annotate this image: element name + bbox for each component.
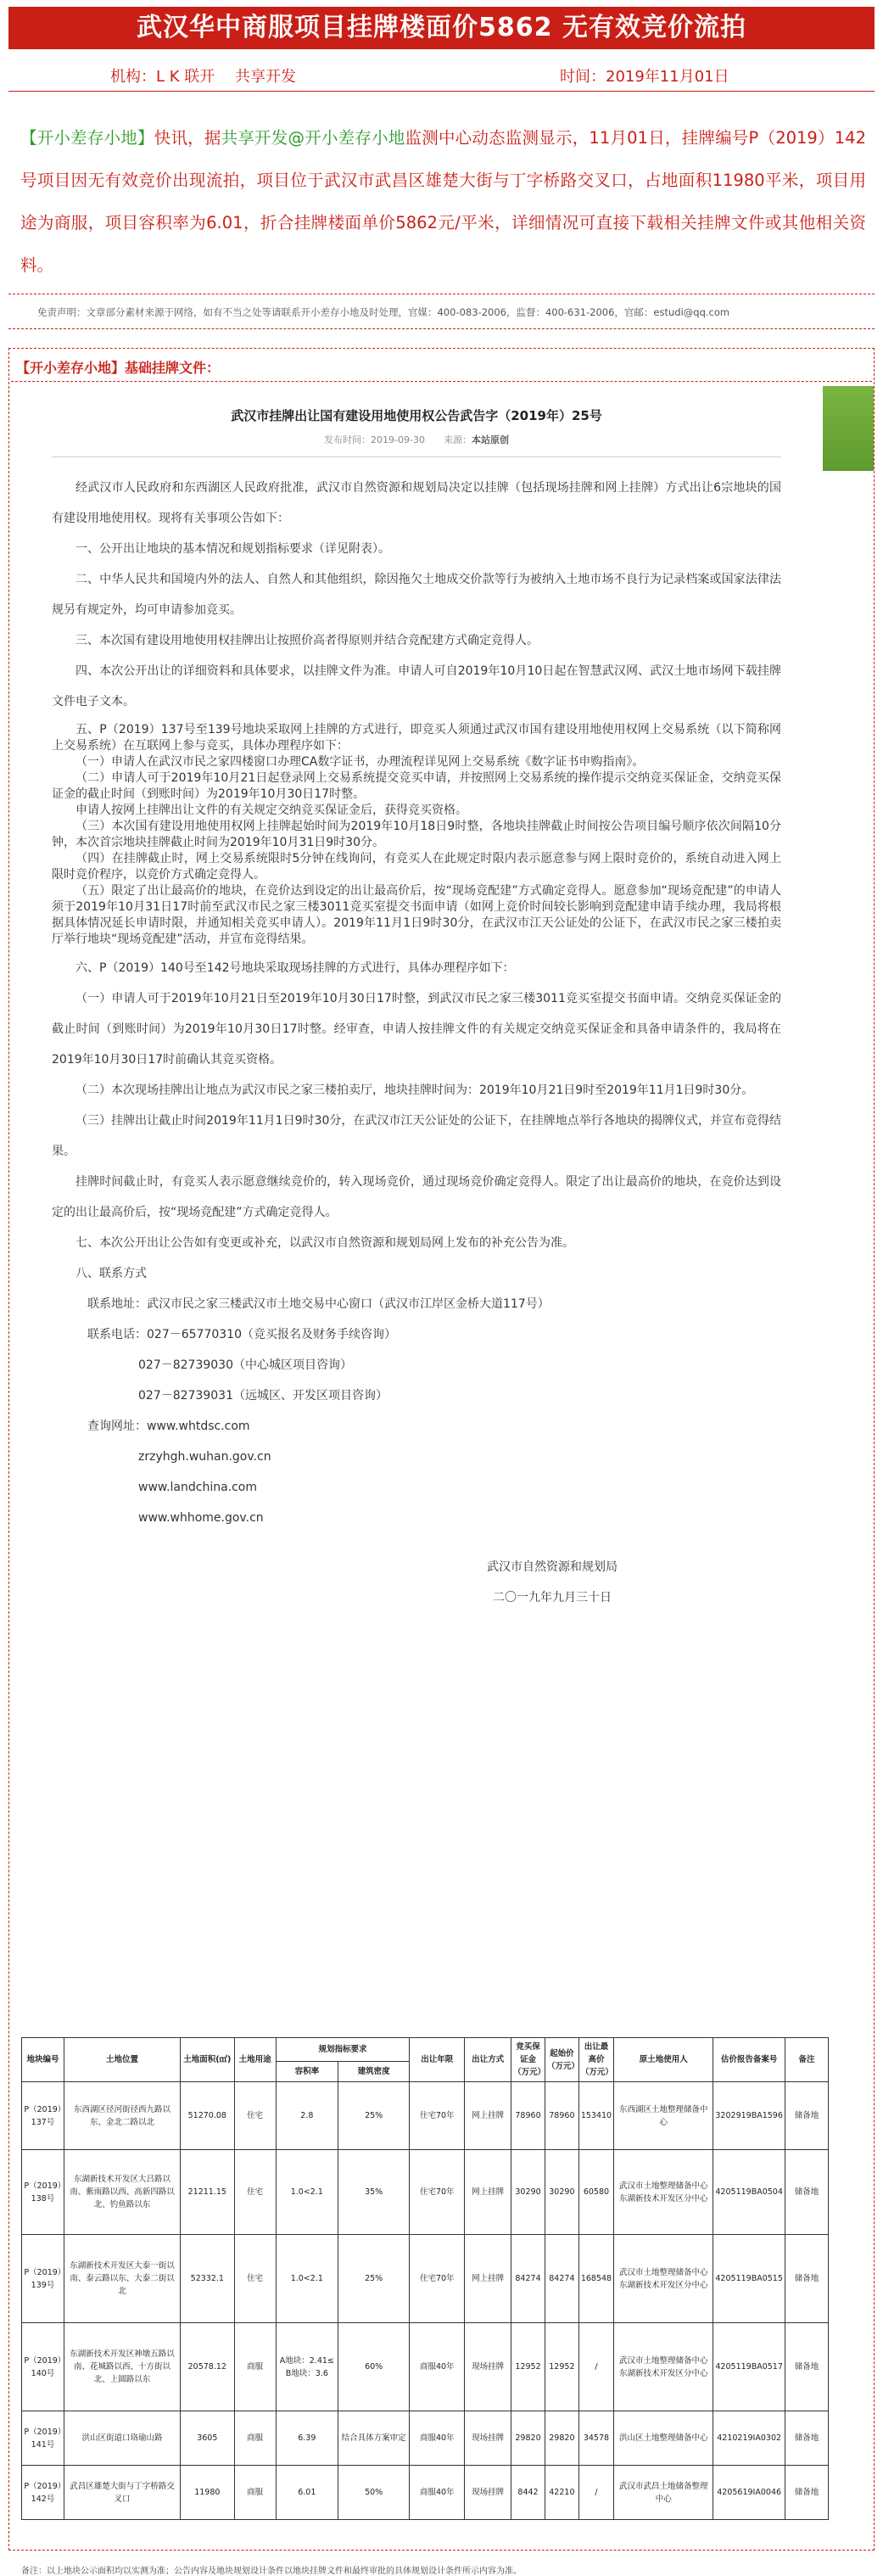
table-cell-start: 29820 (545, 2411, 578, 2466)
header-cell: 出让年限 (410, 2038, 465, 2082)
table-cell-loc: 东湖新技术开发区大泰一街以南、泰云路以东、大泰二街以北 (64, 2235, 180, 2323)
doc-paragraph: （二）申请人可于2019年10月21日起登录网上交易系统提交竞买申请，并按照网上交易系统的操作提示交纳竞买保证金，交纳竞买保证金的截止时间（到账时间）为2019年10月30日17时整。 (52, 771, 781, 801)
table-cell-max: 153410 (578, 2082, 613, 2150)
table-cell-user: 武汉市武昌土地储备整理中心 (614, 2466, 713, 2520)
table-cell-term: 商服40年 (410, 2323, 465, 2411)
table-cell-loc: 武昌区雄楚大街与丁字桥路交叉口 (64, 2466, 180, 2520)
table-cell-code: 4205119BA0504 (713, 2150, 785, 2235)
table-cell-start: 30290 (545, 2150, 578, 2235)
doc-paragraph: （四）在挂牌截止时，网上交易系统限时5分钟在线询问，有竞买人在此规定时限内表示愿意参与网上限时竞价的，系统自动进入网上限时竞价程序，以竞价方式确定竞得人。 (52, 852, 781, 882)
table-cell-user: 武汉市土地整理储备中心东湖新技术开发区分中心 (614, 2150, 713, 2235)
disclaimer: 免责声明：文章部分素材来源于网络，如有不当之处等请联系开小差存小地及时处理，官媒：400-083-2006，监督：400-631-2006，官邮：estudi@qq.com (8, 294, 875, 329)
table-cell-method: 现场挂牌 (465, 2323, 511, 2411)
table-cell-max: 60580 (578, 2150, 613, 2235)
table-cell-far: A地块：2.41≤ B地块：3.6 (276, 2323, 338, 2411)
doc-paragraph: 二、中华人民共和国境内外的法人、自然人和其他组织，除因拖欠土地成交价款等行为被纳入土地市场不良行为记录档案或国家法律法规另有规定外，均可申请参加竞买。 (52, 573, 781, 617)
doc-paragraph: 经武汉市人民政府和东西湖区人民政府批准，武汉市自然资源和规划局决定以挂牌（包括现场挂牌和网上挂牌）方式出让6宗地块的国有建设用地使用权。现将有关事项公告如下： (52, 481, 781, 525)
table-cell-max: 168548 (578, 2235, 613, 2323)
table-row (22, 2323, 829, 2411)
table-cell-code: 3202919BA1596 (713, 2082, 785, 2150)
table-cell-no: P（2019）141号 (22, 2411, 64, 2466)
contact-phone: 联系电话：027－65770310（竞买报名及财务手续咨询） (87, 1328, 396, 1341)
table-cell-remark: 储备地 (785, 2082, 828, 2150)
lead-text-1: 快讯，据 (154, 128, 221, 148)
doc-paragraph: （一）申请人可于2019年10月21日至2019年10月30日17时整，到武汉市民之家三楼3011竞买室提交书面申请。交纳竞买保证金的截止时间（到账时间）为2019年10月30日17时整。经审查，申请人按挂牌文件的有关规定交纳竞买保证金和具备申请条件的，我局将在2019年10月30日17时前确认其竞买资格。 (52, 992, 781, 1067)
table-cell-code: 4205119BA0515 (713, 2235, 785, 2323)
table-cell-deposit: 30290 (511, 2150, 545, 2235)
doc-paragraph: （二）本次现场挂牌出让地点为武汉市民之家三楼拍卖厅，地块挂牌时间为：2019年10月21日9时至2019年11月1日9时30分。 (75, 1084, 754, 1097)
header-cell: 备注 (785, 2038, 828, 2082)
table-cell-code: 4205619IA0046 (713, 2466, 785, 2520)
table-cell-method: 现场挂牌 (465, 2411, 511, 2466)
table-cell-loc: 东西湖区径河街径西九路以东、金北二路以北 (64, 2082, 180, 2150)
lead-text-2: 监测中心动态监测显示，11月01日，挂牌编号P（2019）142号项目因无有效竞价出现流拍，项目位于武汉市武昌区雄楚大街与丁字桥路交叉口，占地面积11980平米，项目用途为商服，项目容积率为6.01，折合挂牌楼面单价5862元/平米，详细情况可直接下载相关挂牌文件或其他相关资料。 (20, 128, 866, 275)
table-cell-code: 4205119BA0517 (713, 2323, 785, 2411)
table-cell-remark: 储备地 (785, 2150, 828, 2235)
table-cell-term: 住宅70年 (410, 2082, 465, 2150)
table-cell-no: P（2019）140号 (22, 2323, 64, 2411)
table-cell-density: 35% (338, 2150, 409, 2235)
page (8, 7, 875, 329)
source-value: 本站原创 (471, 434, 509, 445)
table-cell-remark: 储备地 (785, 2323, 828, 2411)
table-cell-loc: 东湖新技术开发区神墩五路以南、花城路以西、十方街以北、上圆路以东 (64, 2323, 180, 2411)
pub-label: 发布时间： (324, 434, 372, 445)
table-cell-loc: 东湖新技术开发区大吕路以南、紫雨路以西、高新四路以北、钓鱼路以东 (64, 2150, 180, 2235)
table-cell-density: 25% (338, 2082, 409, 2150)
section-divider (11, 381, 872, 382)
table-cell-use: 住宅 (234, 2150, 276, 2235)
page-title: 武汉华中商服项目挂牌楼面价5862 无有效竞价流拍 (8, 7, 875, 49)
table-cell-start: 42210 (545, 2466, 578, 2520)
doc-paragraph: 八、联系方式 (75, 1267, 147, 1280)
header-cell: 估价报告备案号 (713, 2038, 785, 2082)
header-cell: 土地位置 (64, 2038, 180, 2082)
query-website[interactable]: 查询网址：www.whtdsc.com (87, 1420, 250, 1433)
header-cell: 地块编号 (22, 2038, 64, 2082)
table-cell-user: 东西湖区土地整理储备中心 (614, 2082, 713, 2150)
table-cell-start: 84274 (545, 2235, 578, 2323)
lead-paragraph (8, 117, 875, 287)
doc-paragraph: 三、本次国有建设用地使用权挂牌出让按照价高者得原则并结合竞配建方式确定竞得人。 (75, 634, 539, 647)
table-cell-density: 50% (338, 2466, 409, 2520)
header-cell: 建筑密度 (338, 2062, 409, 2082)
doc-paragraph: 五、P（2019）137号至139号地块采取网上挂牌的方式进行，即竞买人须通过武汉市国有建设用地使用权网上交易系统（以下简称网上交易系统）在互联网上参与竞买，具体办理程序如下： (52, 723, 781, 753)
table-cell-start: 12952 (545, 2323, 578, 2411)
table-cell-deposit: 78960 (511, 2082, 545, 2150)
doc-paragraph: 申请人按网上挂牌出让文件的有关规定交纳竞买保证金后，获得竞买资格。 (75, 804, 467, 817)
header-cell: 土地面积(㎡) (180, 2038, 234, 2082)
table-cell-user: 武汉市土地整理储备中心东湖新技术开发区分中心 (614, 2235, 713, 2323)
table-cell-loc: 洪山区街道口珞瑜山路 (64, 2411, 180, 2466)
header-cell: 出让方式 (465, 2038, 511, 2082)
doc-paragraph: 六、P（2019）140号至142号地块采取现场挂牌的方式进行，具体办理程序如下： (75, 961, 515, 975)
table-row (22, 2411, 829, 2466)
table-cell-no: P（2019）137号 (22, 2082, 64, 2150)
table-cell-deposit: 29820 (511, 2411, 545, 2466)
doc-paragraph: 四、本次公开出让的详细资料和具体要求，以挂牌文件为准。申请人可自2019年10月10日起在智慧武汉网、武汉土地市场网下载挂牌文件电子文本。 (52, 664, 781, 708)
table-cell-area: 11980 (180, 2466, 234, 2520)
header-cell: 土地用途 (234, 2038, 276, 2082)
table-cell-max: / (578, 2466, 613, 2520)
doc-paragraph: 一、公开出让地块的基本情况和规划指标要求（详见附表）。 (75, 542, 390, 556)
table-cell-use: 商服 (234, 2411, 276, 2466)
header-cell: 起始价（万元） (545, 2038, 578, 2082)
table-cell-term: 住宅70年 (410, 2235, 465, 2323)
table-cell-term: 商服40年 (410, 2466, 465, 2520)
table-cell-density: 60% (338, 2323, 409, 2411)
table-cell-area: 52332.1 (180, 2235, 234, 2323)
land-parcel-table (21, 2037, 829, 2520)
table-cell-no: P（2019）138号 (22, 2150, 64, 2235)
doc-paragraph: （三）挂牌出让截止时间2019年11月1日9时30分，在武汉市江天公证处的公证下，在挂牌地点举行各地块的揭牌仪式，并宣布竞得结果。 (52, 1114, 781, 1158)
table-cell-use: 住宅 (234, 2082, 276, 2150)
contact-address: 联系地址：武汉市民之家三楼武汉市土地交易中心窗口（武汉市江岸区金桥大道117号） (87, 1297, 550, 1311)
table-row (22, 2082, 829, 2150)
doc-paragraph: （一）申请人在武汉市民之家四楼窗口办理CA数字证书，办理流程详见网上交易系统《数字证书申购指南》。 (75, 755, 645, 769)
header-cell: 出让最高价（万元） (578, 2038, 613, 2082)
table-cell-area: 21211.15 (180, 2150, 234, 2235)
table-cell-far: 1.0<2.1 (276, 2235, 338, 2323)
table-cell-area: 20578.12 (180, 2323, 234, 2411)
signature-date: 二〇一九年九月三十日 (493, 1591, 612, 1604)
table-cell-no: P（2019）142号 (22, 2466, 64, 2520)
pub-date: 2019-09-30 (371, 434, 425, 445)
table-row (22, 2466, 829, 2520)
doc-title: 武汉市挂牌出让国有建设用地使用权公告武告字（2019年）25号 (231, 408, 602, 423)
table-cell-density: 25% (338, 2235, 409, 2323)
source-label: 来源： (443, 434, 472, 445)
table-cell-method: 网上挂牌 (465, 2082, 511, 2150)
table-cell-method: 网上挂牌 (465, 2150, 511, 2235)
table-cell-use: 商服 (234, 2323, 276, 2411)
query-website[interactable]: www.landchina.com (138, 1481, 258, 1494)
main-content-box (8, 348, 875, 2576)
table-cell-term: 住宅70年 (410, 2150, 465, 2235)
table-cell-far: 2.8 (276, 2082, 338, 2150)
doc-paragraph: 七、本次公开出让公告如有变更或补充，以武汉市自然资源和规划局网上发布的补充公告为准。 (75, 1236, 574, 1250)
share-link[interactable]: 共享开发@开小差存小地 (221, 128, 405, 148)
doc-paragraph: （三）本次国有建设用地使用权网上挂牌起始时间为2019年10月18日9时整，各地块挂牌截止时间按公告项目编号顺序依次间隔10分钟，本次首宗地块挂牌截止时间为2019年10月31日9时30分。 (52, 820, 781, 849)
table-cell-no: P（2019）139号 (22, 2235, 64, 2323)
table-cell-deposit: 8442 (511, 2466, 545, 2520)
table-cell-max: / (578, 2323, 613, 2411)
header-cell: 竞买保证金（万元） (511, 2038, 545, 2082)
doc-paragraph: （五）限定了出让最高价的地块，在竞价达到设定的出让最高价后，按“现场竞配建”方式确定竞得人。愿意参加“现场竞配建”的申请人须于2019年10月31日17时前至武汉市民之家三楼3011竞买室提交书面申请（如网上竞价时间较长影响到竞配建申请手续办理，我局将根据具体情况延长申请时限，并通知相关竞买申请人）。2019年11月1日9时30分，在武汉市江天公证处的公证下，在武汉市民之家三楼拍卖厅举行地块“现场竞配建”活动，并宣布竞得结果。 (52, 884, 781, 946)
green-side-banner (823, 386, 874, 471)
header-cell: 容积率 (276, 2062, 338, 2082)
contact-phone: 027－82739031（远城区、开发区项目咨询） (138, 1389, 388, 1403)
table-cell-remark: 储备地 (785, 2235, 828, 2323)
table-cell-method: 网上挂牌 (465, 2235, 511, 2323)
table-cell-method: 现场挂牌 (465, 2466, 511, 2520)
table-cell-remark: 储备地 (785, 2411, 828, 2466)
doc-publish-info (26, 433, 807, 446)
table-cell-far: 6.01 (276, 2466, 338, 2520)
table-cell-start: 78960 (545, 2082, 578, 2150)
agency-label: 机构：L K 联开 共享开发 (110, 68, 296, 86)
signature-agency: 武汉市自然资源和规划局 (487, 1560, 618, 1574)
section-heading: 【开小差存小地】基础挂牌文件： (16, 360, 221, 376)
table-cell-use: 住宅 (234, 2235, 276, 2323)
query-website[interactable]: www.whhome.gov.cn (138, 1511, 264, 1525)
table-row (22, 2150, 829, 2235)
table-cell-use: 商服 (234, 2466, 276, 2520)
table-row (22, 2235, 829, 2323)
query-website[interactable]: zrzyhgh.wuhan.gov.cn (138, 1450, 271, 1464)
header-cell: 原土地使用人 (614, 2038, 713, 2082)
table-cell-density: 结合具体方案审定 (338, 2411, 409, 2466)
announcement-document (26, 391, 807, 1613)
table-cell-deposit: 12952 (511, 2323, 545, 2411)
table-cell-far: 1.0<2.1 (276, 2150, 338, 2235)
table-cell-far: 6.39 (276, 2411, 338, 2466)
table-cell-user: 洪山区土地整理储备中心 (614, 2411, 713, 2466)
table-cell-code: 4210219IA0302 (713, 2411, 785, 2466)
table-cell-area: 51270.08 (180, 2082, 234, 2150)
header-cell: 规划指标要求 (276, 2038, 410, 2062)
time-label: 时间：2019年11月01日 (560, 68, 729, 86)
table-cell-user: 武汉市土地整理储备中心东湖新技术开发区分中心 (614, 2323, 713, 2411)
table-note: 备注：以上地块公示面积均以实测为准；公告内容及地块规划设计条件以地块挂牌文件和最终审批的具体规划设计条件所示内容为准。 (21, 2567, 522, 2576)
table-cell-remark: 储备地 (785, 2466, 828, 2520)
table-cell-term: 商服40年 (410, 2411, 465, 2466)
table-cell-deposit: 84274 (511, 2235, 545, 2323)
contact-phone: 027－82739030（中心城区项目咨询） (138, 1358, 352, 1372)
table-cell-max: 34578 (578, 2411, 613, 2466)
meta-row (8, 61, 875, 92)
brand-label: 【开小差存小地】 (20, 128, 154, 148)
table-cell-area: 3605 (180, 2411, 234, 2466)
doc-paragraph: 挂牌时间截止时，有竞买人表示愿意继续竞价的，转入现场竞价，通过现场竞价确定竞得人。限定了出让最高价的地块，在竞价达到设定的出让最高价后，按“现场竞配建”方式确定竞得人。 (52, 1175, 781, 1219)
